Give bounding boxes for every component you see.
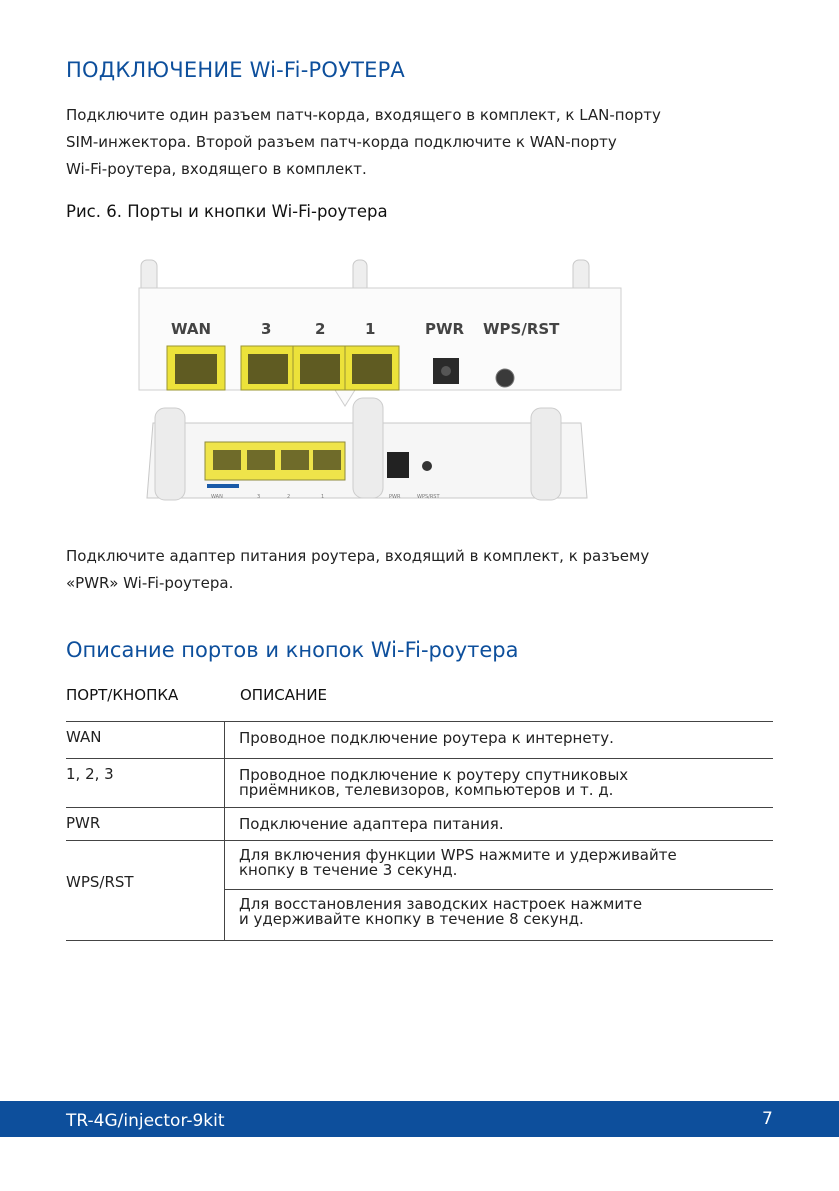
router-figure [135, 258, 630, 513]
power-line: Подключите адаптер питания роутера, входящий в комплект, к разъему [66, 547, 650, 565]
antenna-lower-left [155, 408, 185, 500]
small-wan-highlight [207, 484, 239, 488]
power-line: «PWR» Wi-Fi-роутера. [66, 574, 234, 592]
ports-table [66, 721, 773, 941]
small-label-2: 2 [287, 494, 291, 500]
small-power-jack [387, 452, 409, 478]
port-cell: PWR [66, 814, 101, 832]
table-title: Описание портов и кнопок Wi-Fi-роутера [66, 638, 519, 662]
label-port-2: 2 [315, 320, 326, 338]
description-subcell [225, 889, 773, 940]
intro-line: SIM-инжектора. Второй разъем патч-корда подключите к WAN-порту [66, 133, 617, 151]
description-cell [224, 722, 773, 758]
router-illustration [135, 258, 630, 513]
description-line: и удерживайте кнопку в течение 8 секунд. [239, 910, 584, 928]
page-footer [0, 1101, 839, 1137]
power-paragraph [66, 543, 776, 597]
description-cell [224, 841, 773, 940]
description-line: Подключение адаптера питания. [239, 815, 504, 833]
footer-model: TR-4G/injector-9kit [66, 1111, 225, 1131]
description-line: Для включения функции WPS нажмите и удерживайте [239, 846, 677, 864]
intro-line: Wi-Fi-роутера, входящего в комплект. [66, 160, 367, 178]
table-row [66, 758, 773, 807]
table-row [66, 807, 773, 840]
table-row [66, 721, 773, 758]
description-line: приёмников, телевизоров, компьютеров и т. д. [239, 781, 614, 799]
description-line: Для восстановления заводских настроек нажмите [239, 895, 643, 913]
antenna-lower-right [531, 408, 561, 500]
page-number: 7 [762, 1109, 773, 1129]
small-label-wan: WAN [211, 494, 223, 500]
intro-paragraph [66, 102, 776, 183]
figure-caption: Рис. 6. Порты и кнопки Wi-Fi-роутера [66, 202, 388, 221]
port-cell: WAN [66, 728, 102, 746]
label-port-1: 1 [365, 320, 376, 338]
intro-line: Подключите один разъем патч-корда, входящего в комплект, к LAN-порту [66, 106, 661, 124]
description-line: кнопку в течение 3 секунд. [239, 861, 458, 879]
antenna-lower-mid [353, 398, 383, 498]
label-port-3: 3 [261, 320, 272, 338]
description-line: Проводное подключение роутера к интернету. [239, 729, 614, 747]
small-label-wps: WPS/RST [417, 494, 440, 500]
header-port: ПОРТ/КНОПКА [66, 686, 179, 704]
description-subcell [225, 841, 773, 889]
label-wps: WPS/RST [483, 320, 560, 338]
header-description: ОПИСАНИЕ [240, 686, 328, 704]
port-cell: WPS/RST [66, 873, 134, 891]
description-cell [224, 759, 773, 807]
description-line: Проводное подключение к роутеру спутниковых [239, 766, 629, 784]
small-wps-button [422, 461, 432, 471]
wps-button [496, 369, 514, 387]
label-pwr: PWR [425, 320, 465, 338]
port-cell: 1, 2, 3 [66, 765, 114, 783]
small-label-1: 1 [321, 494, 325, 500]
label-wan: WAN [171, 320, 212, 338]
small-label-pwr: PWR [389, 494, 401, 500]
description-cell [224, 808, 773, 840]
page-title: ПОДКЛЮЧЕНИЕ Wi-Fi-РОУТЕРА [66, 58, 406, 82]
small-label-3: 3 [257, 494, 261, 500]
table-row [66, 840, 773, 941]
